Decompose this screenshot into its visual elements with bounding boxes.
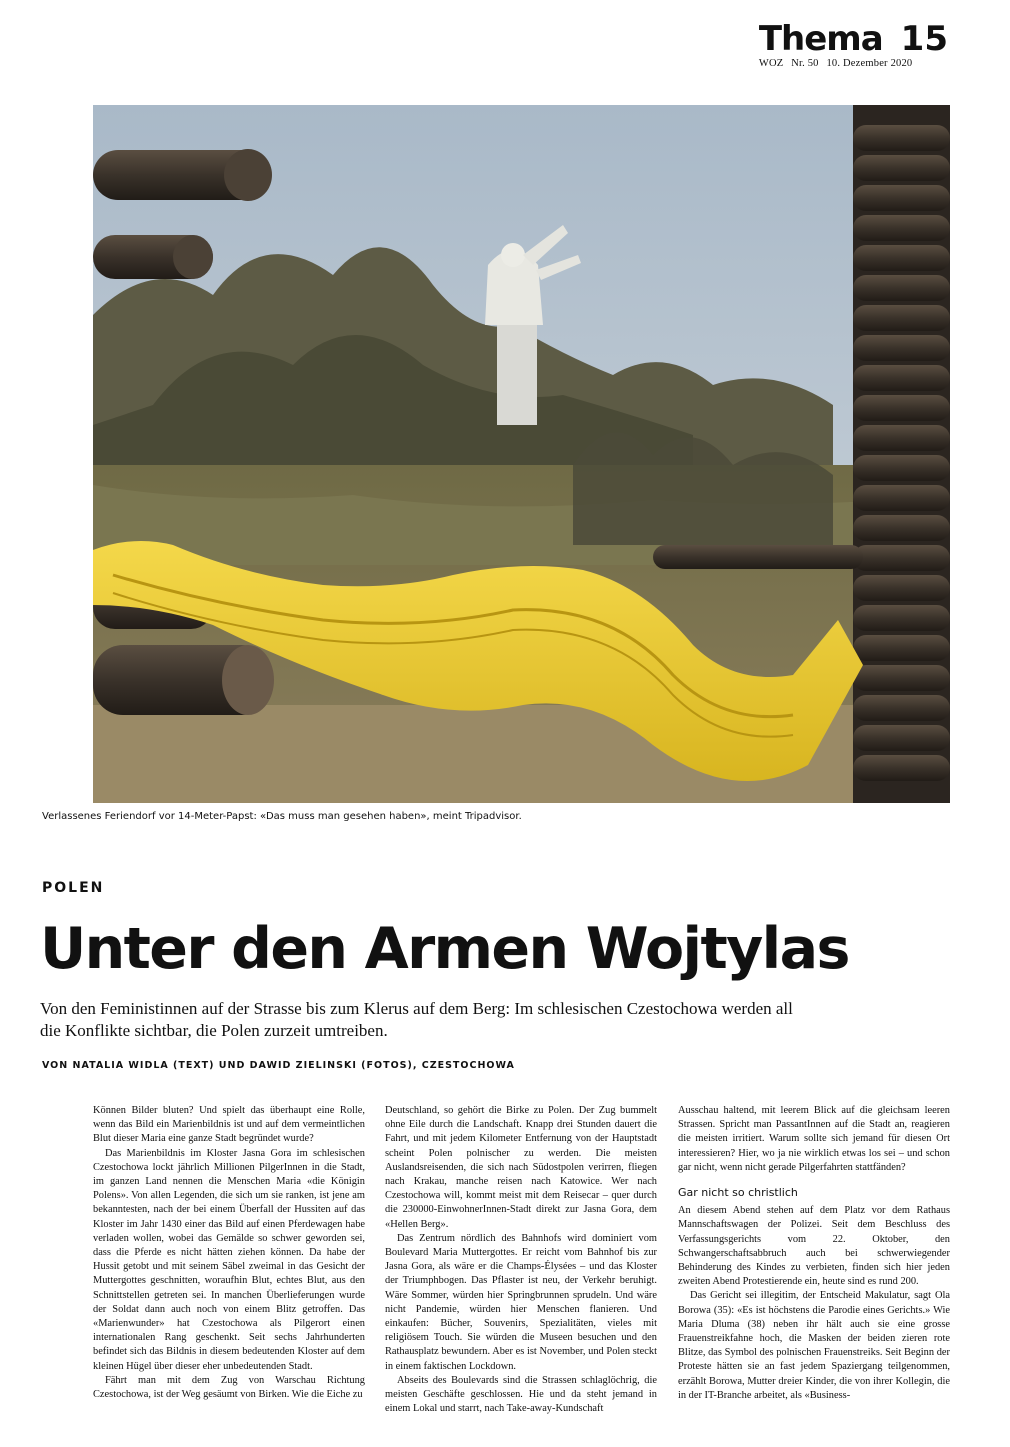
article-kicker: POLEN	[42, 880, 105, 896]
page-header	[758, 19, 948, 69]
article-photo	[93, 105, 950, 803]
publication-name: WOZ	[758, 58, 784, 69]
article-column-3	[678, 1104, 950, 1403]
paragraph: Das Marienbildnis im Kloster Jasna Gora im schlesischen Czestochowa lockt jährlich Millionen PilgerInnen in die Stadt, im ganzen Land nennen die Menschen Maria «die Königin Polens». Von allen Legenden, die sich um sie ranken, ist jene am bekanntesten, nach der bei einem Überfall der Hussiten auf das Kloster im Jahr 1430 einer das Bild auf einen Pferdewagen habe verladen wollen, wobei das Gemälde so schwer geworden sei, dass die Pferde es nicht hätten ziehen können. Da habe der Hussit getobt und mit seinem Säbel zweimal in das Gesicht der Muttergottes geschnitten, woraufhin Blut, echtes Blut, aus den Schnittstellen getreten sei. In manchen Überlieferungen wurde der Soldat dann auch noch von einem Blitz getroffen. Das «Marienwunder» hat Czestochowa als Pilgerort einen internationalen Rang geschenkt. Seit sechs Jahrhunderten befindet sich das Bildnis in diesem bedeutenden Kloster auf dem kleinen Hügel über dieser eher unbedeutenden Stadt.	[93, 1147, 365, 1372]
paragraph: Fährt man mit dem Zug von Warschau Richtung Czestochowa, ist der Weg gesäumt von Birken. Wie die Eiche zu	[93, 1374, 365, 1401]
paragraph: Können Bilder bluten? Und spielt das überhaupt eine Rolle, wenn das Bild ein Marienbildnis ist und auf dem vermeintlichen Blut dieser Maria eine ganze Stadt begründet wurde?	[93, 1105, 365, 1145]
article-subheading: Gar nicht so christlich	[678, 1186, 798, 1200]
paragraph: Das Gericht sei illegitim, der Entscheid Makulatur, sagt Ola Borowa (35): «Es ist höchstens die Parodie eines Gerichts.» Wie Maria Dluma (38) neben ihr hält auch sie eine grosse Frauenstreikfahne hoch, die Masken der beiden zieren rote Blitze, das Symbol des polnischen Frauenstreiks. Seit Beginn der Proteste hätten sie an fast jedem Spaziergang teilgenommen, erzählt Borowa, Mutter dreier Kinder, die von ihrer Kollegin, die in der IT-Branche arbeitet, als «Business-	[678, 1290, 950, 1401]
article-column-1	[93, 1104, 365, 1402]
article-lead: Von den Feministinnen auf der Strasse bis zum Klerus auf dem Berg: Im schlesischen Czestochowa werden all die Konflikte sichtbar, die Polen zurzeit umtreiben.	[40, 999, 793, 1040]
paragraph: Abseits des Boulevards sind die Strassen schlaglöchrig, die meisten Geschäfte geschlossen. Hie und da steht jemand in einem Lokal und starrt, nach Take-away-Kundschaft	[385, 1374, 657, 1415]
section-title: Thema	[758, 19, 883, 59]
issue-number: Nr. 50	[791, 58, 819, 69]
issue-date: 10. Dezember 2020	[826, 58, 913, 69]
page-number: 15	[900, 19, 948, 59]
issue-line	[759, 58, 948, 69]
photo-caption: Verlassenes Feriendorf vor 14-Meter-Papst: «Das muss man gesehen haben», meint Tripadvisor.	[42, 811, 522, 822]
article-headline: Unter den Armen Wojtylas	[40, 916, 849, 982]
article-byline: VON NATALIA WIDLA (TEXT) UND DAWID ZIELINSKI (FOTOS), CZESTOCHOWA	[42, 1060, 515, 1071]
paragraph: Deutschland, so gehört die Birke zu Polen. Der Zug bummelt ohne Eile durch die Landschaft. Knapp drei Stunden dauert die Fahrt, und mit jedem Kilometer Entfernung von der Hauptstadt scheint Polen polnischer zu werden. Die meisten Auslandsreisenden, die sich nach Südostpolen verirren, fliegen nach Krakau, manche reisen nach Katowice. Wer nach Czestochowa will, kommt meist mit dem Reisecar – quer durch die 230000-EinwohnerInnen-Stadt direkt zur Jasna Gora, dem «Hellen Berg».	[385, 1105, 657, 1230]
paragraph: Das Zentrum nördlich des Bahnhofs wird dominiert vom Boulevard Maria Muttergottes. Er reicht vom Bahnhof bis zur Jasna Gora, als wäre er die Champs-Élysées – und das Kloster der Triumphbogen. Das Pflaster ist neu, der Verkehr beruhigt. Wäre Sommer, würden hier Springbrunnen sprudeln. Und wäre nicht Pandemie, würden hier Menschen flanieren. Und einkaufen: Bücher, Souvenirs, Spezialitäten, vieles mit religiösem Touch. Sie würden die Museen besuchen und den Rathausplatz bewundern. Aber es ist November, und Polen steckt in einem faktischen Lockdown.	[385, 1232, 657, 1372]
article-column-2	[385, 1104, 657, 1416]
paragraph: Ausschau haltend, mit leerem Blick auf die gleichsam leeren Strassen. Spricht man PassantInnen auf die Stadt an, reagieren die meisten irritiert. Warum sollte sich jemand für diesen Ort interessieren? Hier, wo ja nie wirklich etwas los sei – und schon gar nicht, wenn nicht gerade Pilgerfahrten stattfänden?	[678, 1105, 950, 1173]
paragraph: An diesem Abend stehen auf dem Platz vor dem Rathaus Mannschaftswagen der Polizei. Seit dem Beschluss des Verfassungsgerichts vom 22. Oktober, den Schwangerschaftsabbruch auch bei schwerwiegender Behinderung des Kindes zu verbieten, finden sich hier jeden zweiten Abend Protestierende ein, heute sind es rund 200.	[678, 1205, 950, 1288]
